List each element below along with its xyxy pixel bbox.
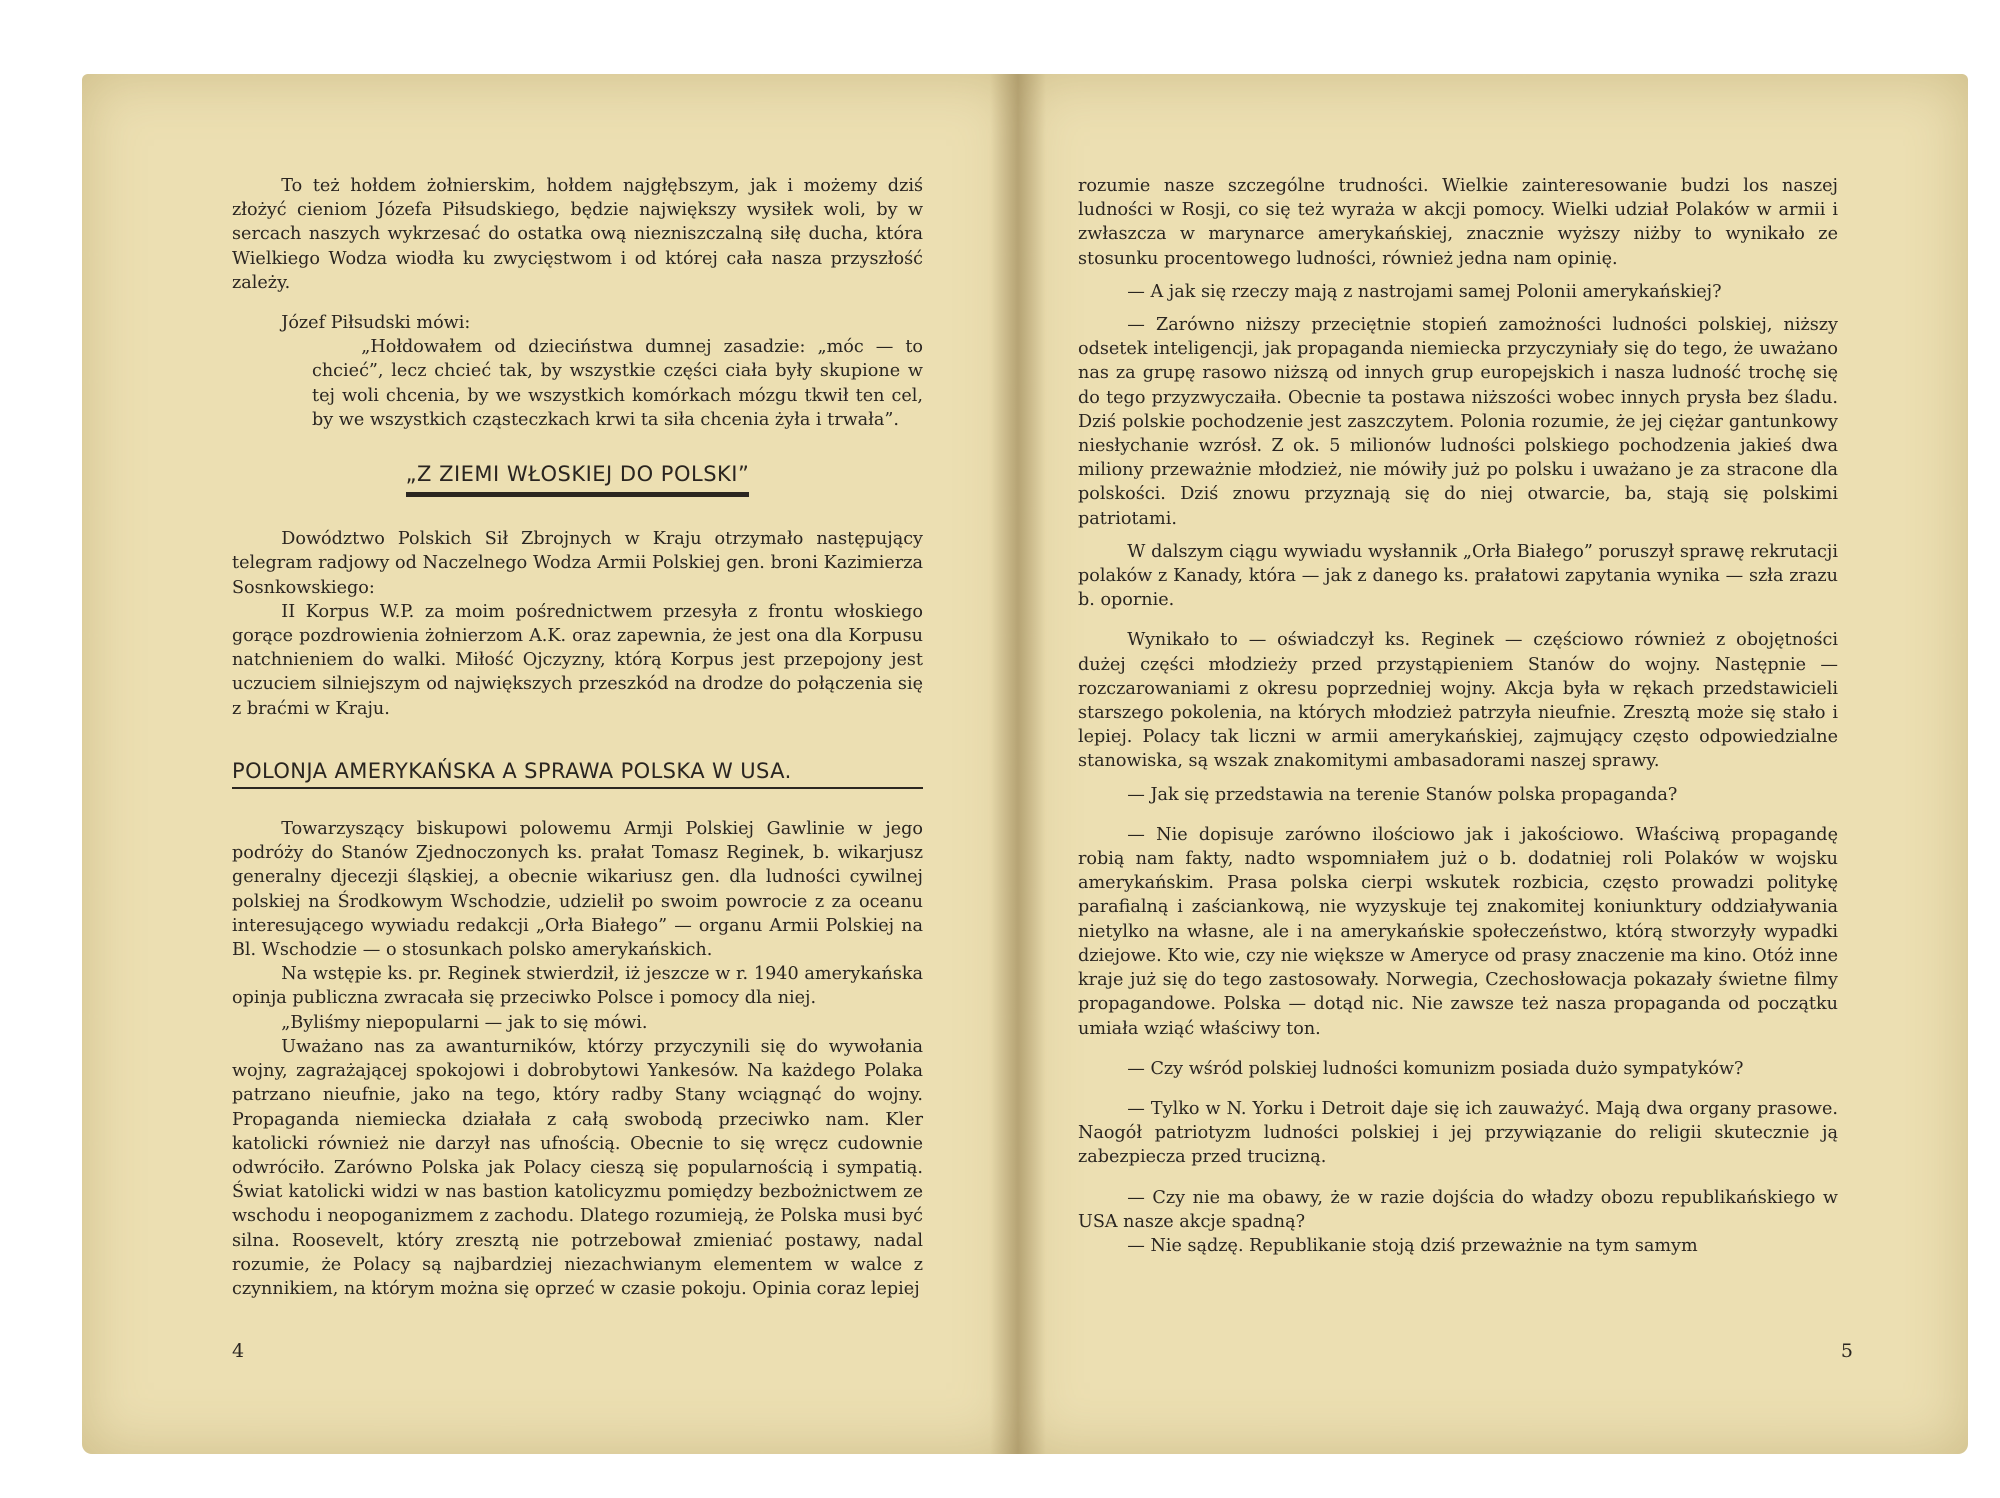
section-heading-italy-text: „Z ZIEMI WŁOSKIEJ DO POLSKI” [406, 462, 750, 497]
book-gutter [990, 74, 1046, 1454]
left-text-column [232, 174, 923, 1301]
section-heading-polonia [232, 759, 923, 789]
section-heading-polonia-text: POLONJA AMERYKAŃSKA A SPRAWA POLSKA W USA. [232, 759, 923, 789]
paragraph: Na wstępie ks. pr. Reginek stwierdził, iż jeszcze w r. 1940 amerykańska opinja publiczna zwracała się przeciwko Polsce i pomocy dla niej. [232, 964, 923, 1009]
paragraph: Dowództwo Polskich Sił Zbrojnych w Kraju otrzymało następujący telegram radjowy od Naczelnego Wodza Armii Polskiej gen. broni Kazimierza Sosnkowskiego: [232, 529, 923, 598]
right-page [1018, 74, 1968, 1454]
paragraph: „Byliśmy niepopularni — jak to się mówi. [281, 1012, 648, 1033]
paragraph: Uważano nas za awanturników, którzy przyczynili się do wywołania wojny, zagrażającej spokojowi i dobrobytowi Yankesów. Na każdego Polaka patrzano nieufnie, jako na tego, który radby Stany wciągnąć do wojny. Propaganda niemiecka działała z całą swobodą przeciwko nam. Kler katolicki również nie darzył nas ufnością. Obecnie to się wręcz cudownie odwróciło. Zarówno Polska jak Polacy cieszą się popularnością i sympatią. Świat katolicki widzi w nas bastion katolicyzmu pomiędzy bezbożnictwem ze wschodu i neopoganizmem z zachodu. Dlatego rozumieją, że Polska musi być silna. Roosevelt, który zresztą nie potrzebował zmieniać postawy, nadal rozumie, że Polacy są najbardziej niezachwianym elementem w walce z czynnikiem, na którym można się oprzeć w czasie pokoju. Opinia coraz lepiej [232, 1036, 923, 1299]
paragraph: rozumie nasze szczególne trudności. Wielkie zainteresowanie budzi los naszej ludności w Rosji, co się też wyraża w akcji pomocy. Wielki udział Polaków w armii i zwłaszcza w marynarce amerykańskiej, znacznie wyższy niżby to wynikało ze stosunku procentowego ludności, również jedna nam opinię. [1078, 176, 1838, 269]
pilsudski-quote: „Hołdowałem od dzieciństwa dumnej zasadzie: „móc — to chcieć”, lecz chcieć tak, by wszystkie części ciała były skupione w tej woli chcenia, by we wszystkich komórkach mózgu tkwił ten cel, by we wszystkich cząsteczkach krwi ta siła chcenia żyła i trwała”. [312, 337, 923, 430]
answer-paragraph: — Zarówno niższy przeciętnie stopień zamożności ludności polskiej, niższy odsetek inteligencji, jak propaganda niemiecka przyczyniały się do tego, że uważano nas za grupę rasowo niższą od innych grup europejskich i nasza ludność trochę się do tego przyzwyczaiła. Obecnie ta postawa niższości wobec innych prysła bez śladu. Dziś polskie pochodzenie jest zaszczytem. Polonia rozumie, że jej ciężar gantunkowy niesłychanie wzrósł. Z ok. 5 milionów ludności polskiego pochodzenia jakieś dwa miliony przeważnie młodzież, nie mówiły już po polsku i uważano je za stracone dla polskości. Dziś znowu przyznają się do niej otwarcie, ba, stają się polskimi patriotami. [1078, 315, 1838, 529]
question-paragraph: — A jak się rzeczy mają z nastrojami samej Polonii amerykańskiej? [1127, 281, 1722, 302]
paragraph: W dalszym ciągu wywiadu wysłannik „Orła Białego” poruszył sprawę rekrutacji polaków z Kanady, która — jak z danego ks. prałatowi zapytania wynika — szła zrazu b. opornie. [1078, 541, 1838, 611]
answer-paragraph: — Tylko w N. Yorku i Detroit daje się ich zauważyć. Mają dwa organy prasowe. Naogół patriotyzm ludności polskiej i jej przywiązanie do religii skutecznie ją zabezpiecza przed trucizną. [1078, 1098, 1838, 1168]
answer-paragraph: — Nie sądzę. Republikanie stoją dziś przeważnie na tym samym [1127, 1235, 1698, 1256]
paragraph: Towarzyszący biskupowi polowemu Armji Polskiej Gawlinie w jego podróży do Stanów Zjednoczonych ks. prałat Tomasz Reginek, b. wikarjusz generalny djecezji śląskiej, a obecnie wikariusz gen. dla ludności cywilnej polskiej na Środkowym Wschodzie, udzielił po swoim powrocie z za oceanu interesującego wywiadu redakcji „Orła Białego” — organu Armii Polskiej na Bl. Wschodzie — o stosunkach polsko amerykańskich. [232, 819, 923, 961]
question-paragraph: — Czy wśród polskiej ludności komunizm posiada dużo sympatyków? [1127, 1058, 1744, 1079]
paragraph: II Korpus W.P. za moim pośrednictwem przesyła z frontu włoskiego gorące pozdrowienia żołnierzom A.K. oraz zapewnia, że jest ona dla Korpusu natchnieniem do walki. Miłość Ojczyzny, którą Korpus jest przepojony jest uczuciem silniejszym od największych przeszkód na drodze do połączenia się z braćmi w Kraju. [232, 601, 923, 719]
question-paragraph: — Jak się przedstawia na terenie Stanów polska propaganda? [1127, 784, 1678, 805]
intro-paragraph: To też hołdem żołnierskim, hołdem najgłębszym, jak i możemy dziś złożyć cieniom Józefa Piłsudskiego, będzie największy wysiłek woli, by w sercach naszych wykrzesać do ostatka ową niezniszczalną siłę ducha, która Wielkiego Wodza wiodła ku zwycięstwom i od której cała nasza przyszłość zależy. [232, 176, 923, 293]
answer-paragraph: Wynikało to — oświadczył ks. Reginek — częściowo również z obojętności dużej części młodzieży przed przystąpieniem Stanów do wojny. Następnie — rozczarowaniami z okresu poprzedniej wojny. Akcja była w rękach przedstawicieli starszego pokolenia, na których młodzież patrzyła nieufnie. Zresztą może się stało i lepiej. Polacy tak liczni w armii amerykańskiej, zajmujący często odpowiedzialne stanowiska, są wszak znakomitymi ambasadorami naszej sprawy. [1078, 630, 1838, 772]
quote-intro: Józef Piłsudski mówi: [281, 313, 471, 334]
left-page [82, 74, 1018, 1454]
section-heading-italy [232, 462, 923, 497]
right-text-column [1078, 174, 1838, 1258]
page-number: 5 [1840, 1340, 1853, 1362]
answer-paragraph: — Nie dopisuje zarówno ilościowo jak i jakościowo. Właściwą propagandę robią nam fakty, nadto wspomniałem już o b. dodatniej roli Polaków w wojsku amerykańskim. Prasa polska cierpi wskutek rozbicia, często prowadzi politykę parafialną i zaściankową, nie wyzyskuje tej znakomitej koniunktury oddziaływania nietylko na własne, ale i na amerykańskie społeczeństwo, którą stworzyły wypadki dziejowe. Kto wie, czy nie większe w Ameryce od prasy znaczenie ma kino. Otóż inne kraje już się do tego zastosowały. Norwegia, Czechosłowacja pokazały świetne filmy propagandowe. Polska — dotąd nic. Nie zawsze też nasza propaganda od początku umiała wziąć właściwy ton. [1078, 824, 1838, 1039]
page-number: 4 [232, 1340, 245, 1362]
question-paragraph: — Czy nie ma obawy, że w razie dojścia do władzy obozu republikańskiego w USA nasze akcje spadną? [1078, 1187, 1838, 1232]
